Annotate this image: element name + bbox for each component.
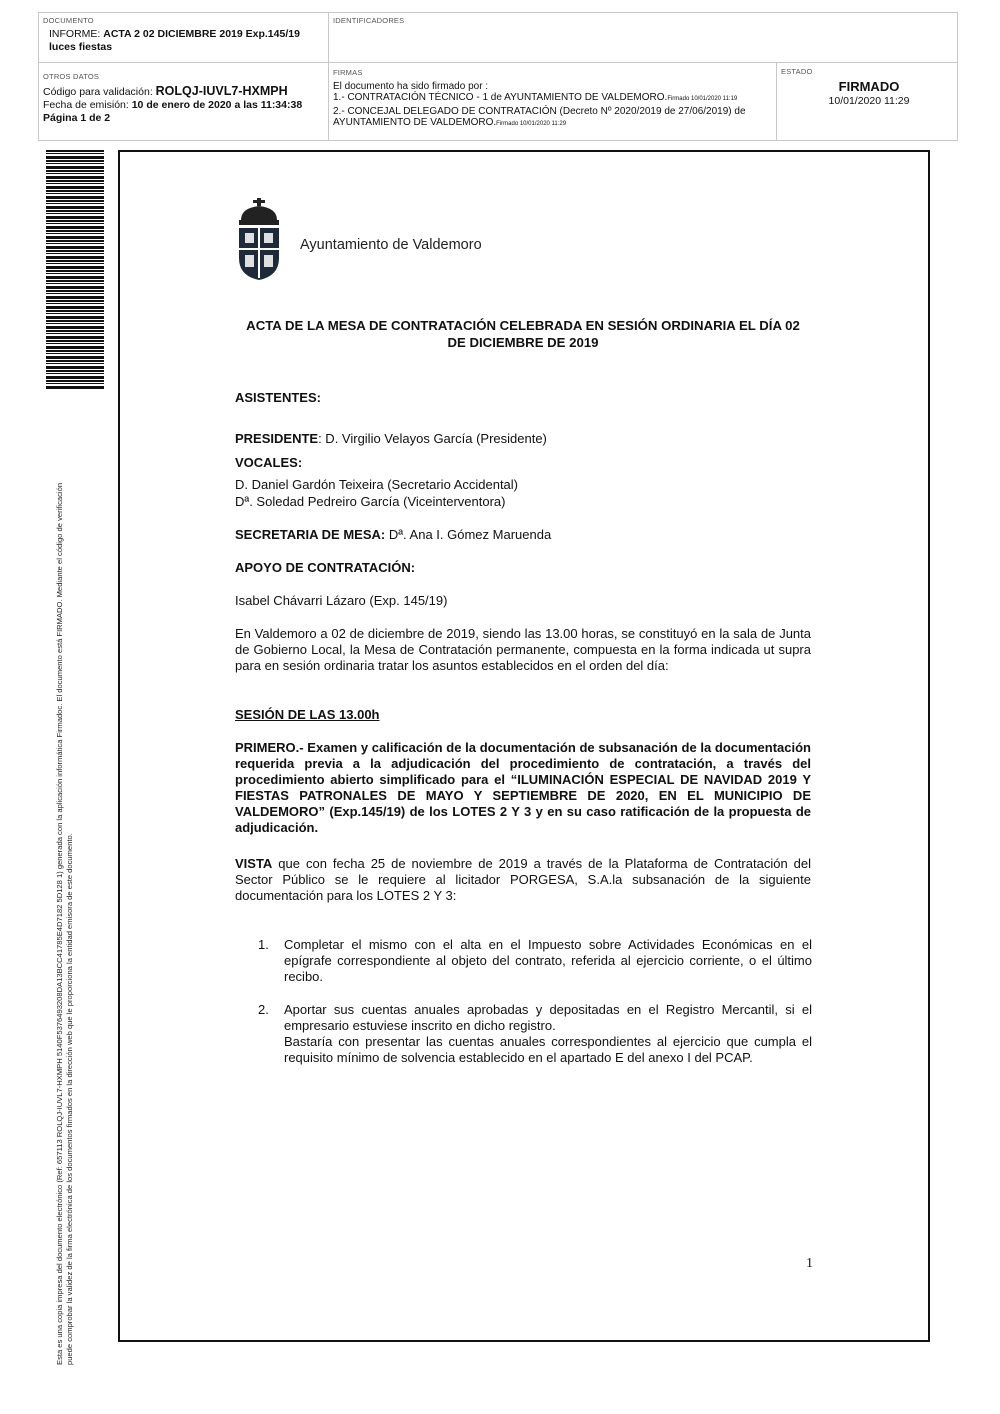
list-item-2: Aportar sus cuentas anuales aprobadas y depositadas en el Registro Mercantil, si el empresario estuviese inscrito en dicho registro. Bastaría con presentar las cuentas anuales correspondientes al ejercicio que cumpla el requisito mínimo de solvencia establecido en el apartado E del anexo I del PCAP.	[284, 1002, 812, 1065]
barcode	[46, 150, 104, 390]
intro-paragraph: En Valdemoro a 02 de diciembre de 2019, siendo las 13.00 horas, se constituyó en la sala de Junta de Gobierno Local, la Mesa de Contratación permanente, compuesta en la forma indicada ut supra para en sesión ordinaria tratar los asuntos establecidos en el orden del día:	[235, 626, 811, 673]
firma-1: 1.- CONTRATACIÓN TÉCNICO - 1 de AYUNTAMIENTO DE VALDEMORO.Firmado 10/01/2020 11:19	[333, 92, 738, 103]
firmas-label: FIRMAS	[333, 68, 363, 77]
estado-cell	[781, 67, 957, 107]
list-item-2-number: 2.	[258, 1002, 269, 1017]
list-item-1-number: 1.	[258, 937, 269, 952]
documento-cell	[43, 16, 323, 53]
side-verification-text	[55, 390, 75, 1365]
apoyo-heading: APOYO DE CONTRATACIÓN:	[235, 560, 416, 575]
presidente-line: PRESIDENTE: D. Virgilio Velayos García (Presidente)	[235, 431, 547, 446]
identificadores-label: IDENTIFICADORES	[333, 16, 405, 25]
identificadores-cell	[333, 16, 733, 28]
side-text-line-1: Esta es una copia impresa del documento electrónico (Ref: 657113 ROLQJ-IUVL7-HXMPH 5140F5376493208DA13BCC41785E4D7182 5D128 1) generada con la aplicación informática Firmadoc. El documento está FIRMADO. Mediante el código de verificación	[55, 482, 64, 1365]
page-number: 1	[806, 1256, 813, 1271]
documento-title-2: luces fiestas	[49, 40, 113, 53]
vocal-1: D. Daniel Gardón Teixeira (Secretario Accidental)	[235, 477, 519, 492]
vocales-heading: VOCALES:	[235, 455, 303, 470]
firma-2: 2.- CONCEJAL DELEGADO DE CONTRATACIÓN (Decreto Nº 2020/2019 de 27/06/2019) de	[333, 105, 746, 117]
header-divider	[38, 62, 958, 63]
otros-datos-label: OTROS DATOS	[43, 72, 100, 81]
documento-title: INFORME: ACTA 2 02 DICIEMBRE 2019 Exp.145/19	[49, 28, 300, 40]
firmas-intro: El documento ha sido firmado por :	[333, 80, 489, 92]
vista-paragraph: VISTA que con fecha 25 de noviembre de 2019 a través de la Plataforma de Contratación del Sector Público se le requiere al licitador PORGESA, S.A.la subsanación de la siguiente documentación para los LOTES 2 Y 3:	[235, 856, 811, 903]
asistentes-heading: ASISTENTES:	[235, 390, 321, 405]
organization-name: Ayuntamiento de Valdemoro	[300, 237, 482, 253]
estado-label: ESTADO	[781, 67, 813, 76]
documento-label: DOCUMENTO	[43, 16, 94, 25]
side-text-line-2: puede comprobar la validez de la firma electrónica de los documentos firmados en la dirección web que le proporciona la entidad emisora de este documento.	[65, 833, 74, 1365]
header-divider	[328, 12, 329, 141]
document-title: ACTA DE LA MESA DE CONTRATACIÓN CELEBRADA EN SESIÓN ORDINARIA EL DÍA 02 DE DICIEMBRE DE 2019	[246, 318, 800, 350]
fecha-emision: Fecha de emisión: 10 de enero de 2020 a las 11:34:38	[43, 99, 303, 111]
sesion-heading: SESIÓN DE LAS 13.00h	[235, 707, 380, 722]
secretaria-line: SECRETARIA DE MESA: Dª. Ana I. Gómez Maruenda	[235, 527, 552, 542]
primero-paragraph: PRIMERO.- Examen y calificación de la documentación de subsanación de la documentación requerida previa a la adjudicación del procedimiento de contratación, a través del procedimiento abierto simplificado para el “ILUMINACIÓN ESPECIAL DE NAVIDAD 2019 Y FIESTAS PATRONALES DE MAYO Y SEPTIEMBRE DE 2020, EN EL MUNICIPIO DE VALDEMORO” (Exp.145/19) de los LOTES 2 Y 3 y en su caso ratificación de la propuesta de adjudicación.	[235, 740, 811, 835]
apoyo-value: Isabel Chávarri Lázaro (Exp. 145/19)	[235, 593, 448, 608]
firmas-cell	[333, 67, 773, 131]
list-item-1: Completar el mismo con el alta en el Impuesto sobre Actividades Económicas en el epígrafe correspondiente al objeto del contrato, referida al ejercicio corriente, o el último recibo.	[284, 937, 812, 984]
pagina-info: Página 1 de 2	[43, 111, 111, 124]
coat-of-arms-logo	[235, 198, 283, 280]
estado-value: FIRMADO	[838, 79, 900, 94]
firma-2-entity: AYUNTAMIENTO DE VALDEMORO.Firmado 10/01/2020 11:29	[333, 117, 567, 128]
otros-datos-cell	[43, 72, 325, 124]
estado-date: 10/01/2020 11:29	[828, 94, 910, 107]
header-divider	[776, 62, 777, 141]
vocal-2: Dª. Soledad Pedreiro García (Viceinterventora)	[235, 494, 506, 509]
codigo-validacion: Código para validación: ROLQJ-IUVL7-HXMPH	[43, 84, 288, 98]
